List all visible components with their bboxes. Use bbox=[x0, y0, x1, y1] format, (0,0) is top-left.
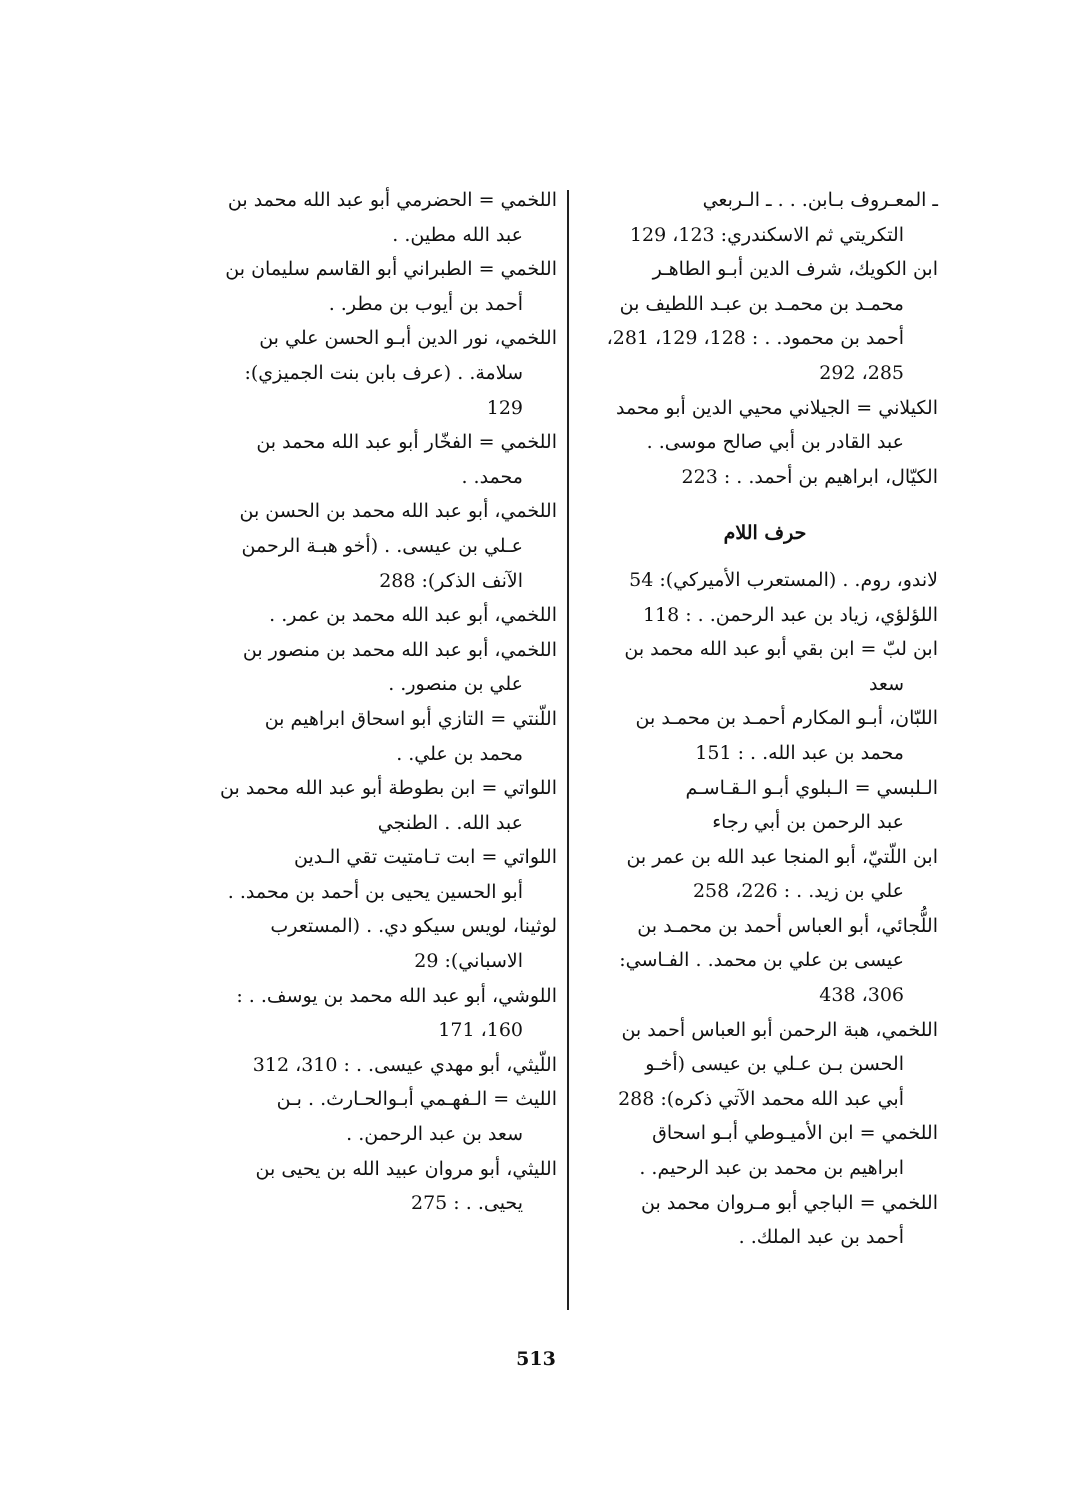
index-entry bbox=[592, 391, 938, 460]
entry-head-line: الليث = الـفهـمي أبـوالحـارث. . بـن bbox=[276, 1088, 557, 1111]
index-entry bbox=[215, 598, 557, 633]
index-entry bbox=[215, 702, 557, 771]
index-entry bbox=[215, 252, 557, 321]
entry-head-line: اللخمي، أبو عبد الله محمد بن الحسن بن bbox=[239, 500, 557, 523]
entry-head-line: الكيّال، ابراهيم بن أحمد. . : 223 bbox=[681, 465, 938, 488]
right-entries-bottom bbox=[592, 563, 938, 1255]
entry-head-line: الليثي، أبو مروان عبيد الله بن يحيى بن bbox=[255, 1157, 557, 1180]
left-column bbox=[215, 183, 557, 1221]
index-entry bbox=[215, 840, 557, 909]
entry-head-line: اللخمي = ابن الأميـوطي أبـو اسحاق bbox=[652, 1122, 938, 1145]
entry-head-line: الكيلاني = الجيلاني محيي الدين أبو محمد bbox=[615, 396, 938, 419]
entry-head-line: اللبّان، أبـو المكارم أحمـد بن محمـد بن bbox=[635, 707, 938, 730]
entry-continuation-line: محمد. . bbox=[461, 465, 523, 488]
index-entry bbox=[215, 909, 557, 978]
entry-head-line: اللُّجائي، أبو العباس أحمد بن محمـد بن bbox=[637, 914, 938, 937]
index-entry bbox=[215, 1048, 557, 1083]
index-entry bbox=[592, 460, 938, 495]
index-entry bbox=[592, 909, 938, 1013]
index-entry bbox=[215, 425, 557, 494]
column-divider bbox=[567, 190, 569, 1310]
entry-continuation-line: محمـد بن محمـد بن عبـد اللطيف بن bbox=[619, 292, 904, 315]
right-column bbox=[592, 183, 938, 1255]
entry-continuation-line: ابراهيم بن محمد بن عبد الرحيم. . bbox=[639, 1157, 904, 1180]
entry-head-line: لاندو، روم. . (المستعرب الأميركي): 54 bbox=[629, 568, 938, 591]
left-entries bbox=[215, 183, 557, 1221]
entry-head-line: اللوشي، أبو عبد الله محمد بن يوسف. . : bbox=[236, 984, 557, 1007]
index-entry bbox=[592, 1013, 938, 1117]
entry-head-line: ابن اللّتيّ، أبو المنجا عبد الله بن عمر بن bbox=[626, 845, 938, 868]
entry-continuation-line: 306، 438 bbox=[819, 984, 904, 1007]
entry-continuation-line: الحسن بـن عـلي بن عيسى (أخـو bbox=[645, 1053, 904, 1076]
entry-continuation-line: علي بن زيد. . : 226، 258 bbox=[692, 880, 904, 903]
entry-head-line: اللواتي = ابت تـامتيت تقي الـدين bbox=[294, 846, 557, 869]
right-entries-top bbox=[592, 183, 938, 494]
entry-continuation-line: 285، 292 bbox=[819, 361, 904, 384]
entry-head-line: اللخمي، أبو عبد الله محمد بن منصور بن bbox=[242, 638, 557, 661]
entry-continuation-line: 160، 171 bbox=[438, 1019, 523, 1042]
entry-head-line: اللخمي، هبة الرحمن أبو العباس أحمد بن bbox=[621, 1018, 938, 1041]
index-entry bbox=[592, 252, 938, 390]
index-entry bbox=[592, 771, 938, 840]
entry-continuation-line: محمد بن علي. . bbox=[396, 742, 523, 765]
entry-continuation-line: سلامة. . (عرف بابن بنت الجميزي): bbox=[244, 361, 523, 384]
entry-head-line: اللخمي = الفخّار أبو عبد الله محمد بن bbox=[256, 431, 557, 454]
index-entry bbox=[215, 183, 557, 252]
index-entry bbox=[592, 183, 938, 252]
entry-continuation-line: أبي عبد الله محمد الآتي ذكره): 288 bbox=[618, 1087, 904, 1110]
entry-continuation-line: الآنف الذكر): 288 bbox=[379, 569, 523, 592]
index-entry bbox=[592, 1116, 938, 1185]
entry-head-line: اللؤلؤي، زياد بن عبد الرحمن. . : 118 bbox=[642, 603, 938, 626]
entry-continuation-line: الاسباني): 29 bbox=[414, 950, 523, 973]
entry-head-line: اللخمي = الطبراني أبو القاسم سليمان بن bbox=[225, 258, 557, 281]
index-entry bbox=[592, 1186, 938, 1255]
index-entry bbox=[592, 563, 938, 598]
entry-continuation-line: سعد bbox=[868, 672, 904, 695]
entry-head-line: اللواتي = ابن بطوطة أبو عبد الله محمد بن bbox=[220, 777, 557, 800]
index-entry bbox=[592, 598, 938, 633]
entry-continuation-line: عـلي بن عيسى. . (أخو هبـة الرحمن bbox=[241, 534, 523, 557]
index-entry bbox=[215, 979, 557, 1048]
section-title: حرف اللام bbox=[723, 522, 807, 545]
entry-continuation-line: أحمد بن عبد الملك. . bbox=[738, 1226, 904, 1249]
entry-head-line: اللخمي = الحضرمي أبو عبد الله محمد بن bbox=[227, 189, 557, 211]
index-entry bbox=[215, 321, 557, 425]
index-entry bbox=[215, 1152, 557, 1221]
entry-head-line: اللخمي = الباجي أبو مـروان محمد بن bbox=[641, 1191, 938, 1214]
page-number: 513 bbox=[516, 1348, 556, 1370]
entry-continuation-line: عبد الرحمن بن أبي رجاء bbox=[712, 811, 904, 834]
entry-head-line: ابن الكويك، شرف الدين أبـو الطاهـر bbox=[652, 258, 938, 281]
entry-continuation-line: عيسى بن علي بن محمد. . الفـاسي: bbox=[619, 949, 904, 972]
entry-head-line: ابن لبّ = ابن بقي أبو عبد الله محمد بن bbox=[624, 638, 938, 661]
entry-head-line: الـلبسي = الـبلوي أبـو الـقـاسـم bbox=[685, 776, 938, 799]
entry-head-line: لوثينا، لويس سيكو دي. . (المستعرب bbox=[270, 915, 557, 938]
entry-continuation-line: أحمد بن محمود. . : 128، 129، 281، bbox=[606, 327, 904, 350]
entry-continuation-line: عبد الله مطين. . bbox=[392, 223, 523, 246]
entry-head-line: اللّنتي = التازي أبو اسحاق ابراهيم بن bbox=[264, 707, 557, 730]
index-entry bbox=[592, 840, 938, 909]
entry-continuation-line: يحيى. . : 275 bbox=[411, 1192, 523, 1215]
entry-continuation-line: 129 bbox=[486, 396, 523, 419]
index-entry bbox=[215, 1082, 557, 1151]
entry-continuation-line: محمد بن عبد الله. . : 151 bbox=[695, 741, 904, 764]
entry-head-line: اللّيثي، أبو مهدي عيسى. . : 310، 312 bbox=[252, 1053, 557, 1076]
entry-head-line: ـ المعـروف بـابن. . . ـ الـربعي bbox=[702, 189, 938, 211]
index-entry bbox=[215, 633, 557, 702]
entry-continuation-line: عبد الله. . الطنجي bbox=[377, 811, 523, 834]
entry-continuation-line: أبو الحسين يحيى بن أحمد بن محمد. . bbox=[227, 880, 523, 903]
entry-continuation-line: علي بن منصور. . bbox=[388, 673, 523, 696]
index-entry bbox=[592, 632, 938, 701]
entry-head-line: اللخمي، أبو عبد الله محمد بن عمر. . bbox=[269, 604, 557, 627]
index-entry bbox=[215, 494, 557, 598]
index-entry bbox=[592, 701, 938, 770]
entry-head-line: اللخمي، نور الدين أبـو الحسن علي بن bbox=[259, 327, 557, 350]
entry-continuation-line: أحمد بن أيوب بن مطر. . bbox=[328, 292, 523, 315]
entry-continuation-line: عبد القادر بن أبي صالح موسى. . bbox=[646, 431, 904, 454]
entry-continuation-line: التكريتي ثم الاسكندري: 123، 129 bbox=[629, 223, 904, 246]
entry-continuation-line: سعد بن عبد الرحمن. . bbox=[346, 1123, 523, 1146]
index-entry bbox=[215, 771, 557, 840]
